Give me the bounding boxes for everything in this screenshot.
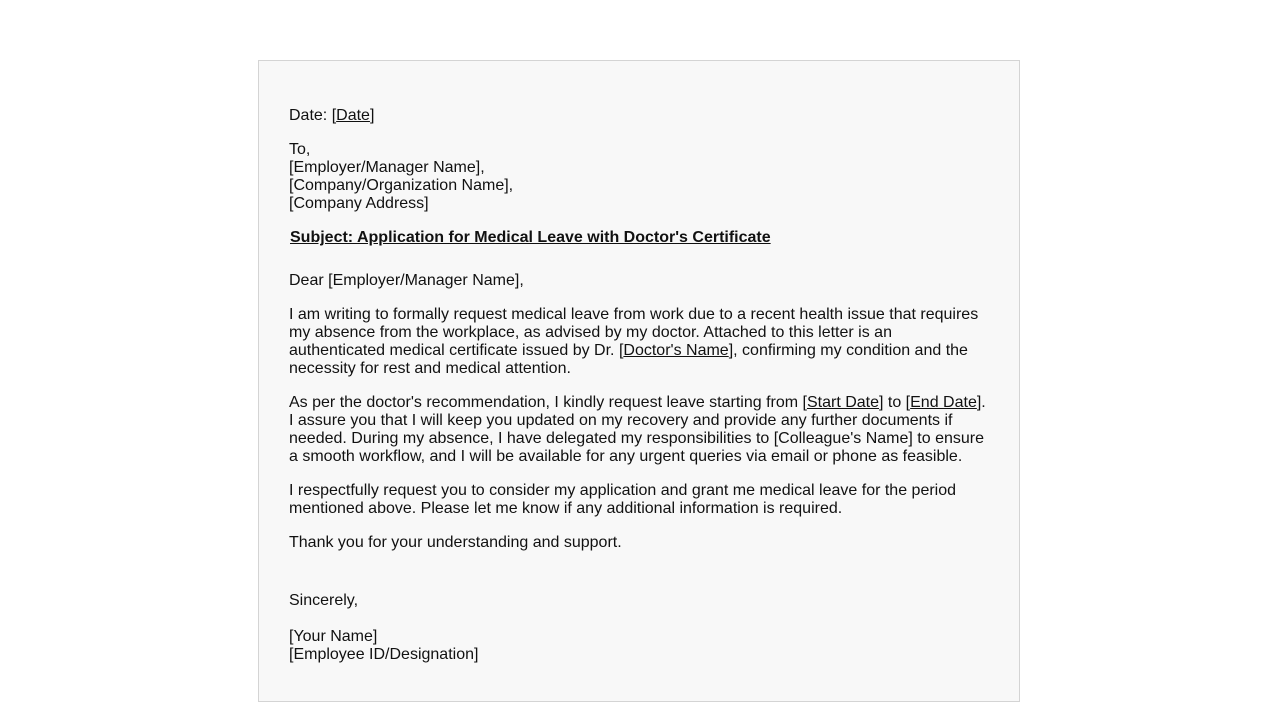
letter-page [258,60,1020,702]
to-label: To, [289,141,311,158]
text-segment: As per the doctor's recommendation, I kindly request leave starting from [ [289,394,807,411]
text-segment: ]. [976,394,986,411]
closing: Sincerely, [289,592,359,609]
paragraph-3-line: mentioned above. Please let me know if any additional information is required. [289,500,843,517]
sender-employee-id: [Employee ID/Designation] [289,646,479,663]
date-line [289,107,374,125]
end-date-placeholder[interactable]: End Date [910,394,977,411]
recipient-name: [Employer/Manager Name], [289,159,485,176]
paragraph-2-line [289,394,986,412]
date-placeholder[interactable]: Date [336,107,370,124]
paragraph-2 [289,394,986,466]
salutation: Dear [Employer/Manager Name], [289,272,524,289]
start-date-placeholder[interactable]: Start Date [806,394,879,411]
paragraph-1-line [289,342,978,360]
recipient-address: [Company Address] [289,195,429,212]
paragraph-1-line: I am writing to formally request medical leave from work due to a recent health issue that requires [289,306,979,323]
paragraph-2-line: a smooth workflow, and I will be available for any urgent queries via email or phone as feasible. [289,448,963,465]
text-segment: ], confirming my condition and the [728,342,968,359]
text-segment: ] to [ [879,394,911,411]
paragraph-3 [289,482,956,518]
recipient-company: [Company/Organization Name], [289,177,514,194]
text-segment: authenticated medical certificate issued by Dr. [ [289,342,624,359]
date-prefix: Date: [ [289,107,337,124]
doctor-name-placeholder[interactable]: Doctor's Name [623,342,729,359]
paragraph-1-line: necessity for rest and medical attention. [289,360,571,377]
paragraph-2-line: I assure you that I will keep you updated on my recovery and provide any further documents if [289,412,953,429]
recipient-block [289,141,513,213]
paragraph-1-line: my absence from the workplace, as advised by my doctor. Attached to this letter is an [289,324,892,341]
paragraph-1 [289,306,978,378]
date-suffix: ] [369,107,375,124]
sender-name: [Your Name] [289,628,378,645]
subject-line: Subject: Application for Medical Leave with Doctor's Certificate [290,229,771,246]
paragraph-2-line: needed. During my absence, I have delegated my responsibilities to [Colleague's Name] to ensure [289,430,985,447]
paragraph-4: Thank you for your understanding and support. [289,534,622,551]
paragraph-3-line: I respectfully request you to consider my application and grant me medical leave for the period [289,482,957,499]
